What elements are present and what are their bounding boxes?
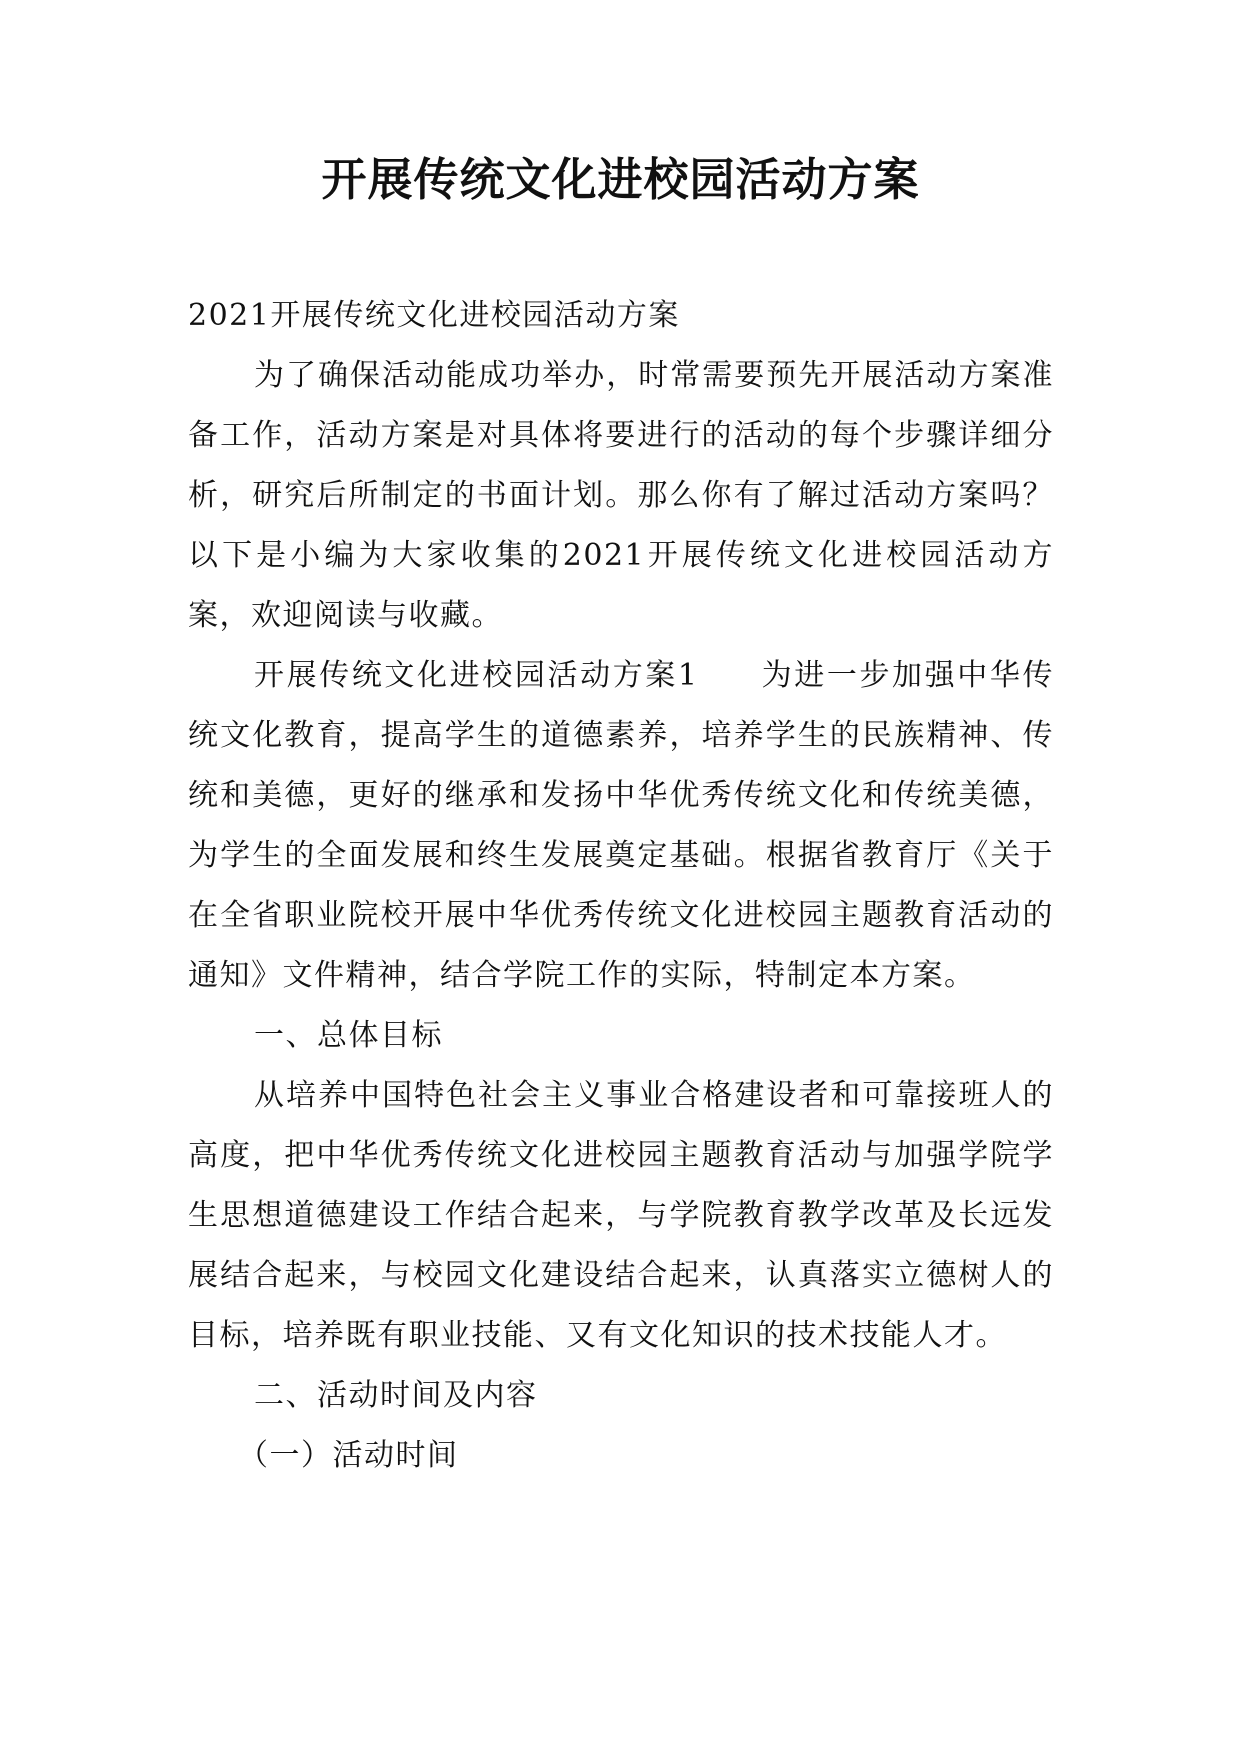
document-body — [188, 286, 1054, 1486]
section1-text: 为进一步加强中华传统文化教育，提高学生的道德素养，培养学生的民族精神、传统和美德，更好的继承和发扬中华优秀传统文化和传统美德，为学生的全面发展和终生发展奠定基础。根据省教育厅《关于在全省职业院校开展中华优秀传统文化进校园主题教育活动的通知》文件精神，结合学院工作的实际，特制定本方案。 — [188, 658, 1054, 993]
intro-paragraph: 为了确保活动能成功举办，时常需要预先开展活动方案准备工作，活动方案是对具体将要进行的活动的每个步骤详细分析，研究后所制定的书面计划。那么你有了解过活动方案吗？以下是小编为大家收集的2021开展传统文化进校园活动方案，欢迎阅读与收藏。 — [188, 358, 1054, 633]
section1-heading: 开展传统文化进校园活动方案1 — [254, 658, 699, 693]
heading-time-content: 二、活动时间及内容 — [254, 1378, 538, 1413]
document-title: 开展传统文化进校园活动方案 — [321, 153, 920, 206]
goal-paragraph: 从培养中国特色社会主义事业合格建设者和可靠接班人的高度，把中华优秀传统文化进校园主题教育活动与加强学院学生思想道德建设工作结合起来，与学院教育教学改革及长远发展结合起来，与校园文化建设结合起来，认真落实立德树人的目标，培养既有职业技能、又有文化知识的技术技能人才。 — [188, 1078, 1054, 1353]
document-subtitle: 2021开展传统文化进校园活动方案 — [188, 298, 680, 333]
heading-time: （一）活动时间 — [238, 1438, 459, 1473]
heading-goal: 一、总体目标 — [254, 1018, 443, 1053]
section1-paragraph — [188, 646, 1054, 1006]
